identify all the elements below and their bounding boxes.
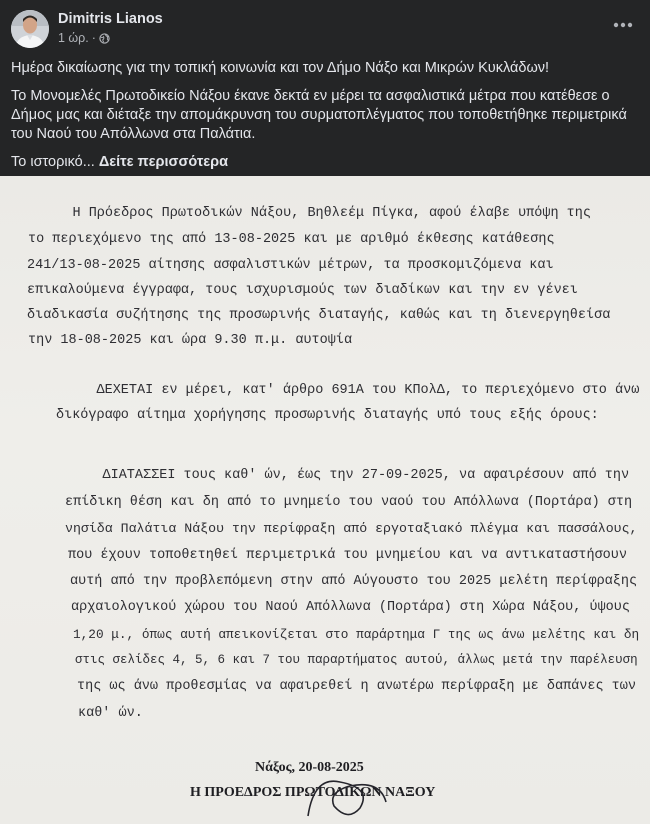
post-paragraph-truncated: [11, 153, 641, 172]
document-line: Η Πρόεδρος Πρωτοδικών Νάξου, Βηθλεέμ Πίγκα, αφού έλαβε υπόψη της: [32, 206, 591, 221]
document-signature-title: Η ΠΡΟΕΔΡΟΣ ΠΡΩΤΟΔΙΚΩΝ ΝΑΞΟΥ: [190, 785, 436, 800]
handwritten-signature: [300, 772, 390, 822]
see-more-link[interactable]: Δείτε περισσότερα: [98, 154, 229, 170]
post-meta: [58, 31, 110, 45]
document-line: διαδικασία συζήτησης της προσωρινής διαταγής, καθώς και τη διενεργηθείσα: [27, 308, 611, 323]
document-line: δικόγραφο αίτημα χορήγησης προσωρινής διαταγής υπό τους εξής όρους:: [56, 408, 599, 423]
author-name[interactable]: Dimitris Lianos: [58, 11, 163, 27]
author-avatar[interactable]: [11, 10, 49, 48]
document-line: επικαλούμενα έγγραφα, τους ισχυρισμούς των διαδίκων και την εν γένει: [27, 283, 578, 298]
document-line: 241/13-08-2025 αίτησης ασφαλιστικών μέτρων, τα προσκομιζόμενα και: [27, 258, 554, 273]
avatar-portrait: [11, 10, 49, 48]
post-time[interactable]: 1 ώρ.: [58, 31, 89, 45]
document-line: ΔΕΧΕΤΑΙ εν μέρει, κατ' άρθρο 691Α του ΚΠολΔ, το περιεχόμενο στο άνω: [56, 383, 640, 398]
document-date: Νάξος, 20-08-2025: [255, 760, 364, 775]
document-line: ΔΙΑΤΑΣΣΕΙ τους καθ' ών, έως την 27-09-2025, να αφαιρέσουν από την: [62, 468, 630, 483]
document-line: που έχουν τοποθετηθεί περιμετρικά του μνημείου και να αντικαταστήσουν: [68, 548, 627, 563]
globe-icon: [99, 33, 110, 44]
document-line: επίδικη θέση και δη από το μνημείο του ναού του Απόλλωνα (Πορτάρα) στη: [65, 495, 633, 510]
document-line: καθ' ών.: [78, 706, 143, 721]
document-line: την 18-08-2025 και ώρα 9.30 π.μ. αυτοψία: [28, 333, 353, 348]
document-line: αρχαιολογικού χώρου του Ναού Απόλλωνα (Πορτάρα) στη Χώρα Νάξου, ύψους: [71, 600, 630, 615]
post-header: [0, 0, 650, 58]
post-photo-document[interactable]: [0, 176, 650, 824]
document-line: νησίδα Παλάτια Νάξου την περίφραξη από εργοταξιακό πλέγμα και πασσάλους,: [65, 521, 638, 536]
document-line: 1,20 μ., όπως αυτή απεικονίζεται στο παράρτημα Γ της ως άνω μελέτης και δη: [73, 627, 640, 642]
more-dots-icon: [613, 22, 633, 28]
document-line: αυτή από την προβλεπόμενη στην από Αύγουστο του 2025 μελέτη περίφραξης: [70, 574, 638, 589]
truncated-text: Το ιστορικό...: [11, 154, 99, 170]
more-options-button[interactable]: [606, 10, 640, 40]
document-line: της ως άνω προθεσμίας να αφαιρεθεί η ανωτέρω περίφραξη με δαπάνες των: [77, 679, 636, 694]
post-body-text: [11, 59, 641, 181]
document-line: στις σελίδες 4, 5, 6 και 7 του παραρτήματος αυτού, άλλως μετά την παρέλευση: [75, 653, 638, 667]
meta-separator: ·: [91, 31, 96, 45]
document-line: το περιεχόμενο της από 13-08-2025 και με αριθμό έκθεσης κατάθεσης: [28, 232, 555, 247]
post-paragraph: Το Μονομελές Πρωτοδικείο Νάξου έκανε δεκτά εν μέρει τα ασφαλιστικά μέτρα που κατέθεσε ο Δήμος μας και διέταξε την απομάκρυνση του συρματοπλέγματος που τοποθετήθηκε περιμετρικά του Ναού του Απόλλωνα στα Παλάτια.: [11, 88, 627, 142]
post-paragraph: Ημέρα δικαίωσης για την τοπική κοινωνία και τον Δήμο Νάξο και Μικρών Κυκλάδων!: [11, 60, 550, 76]
